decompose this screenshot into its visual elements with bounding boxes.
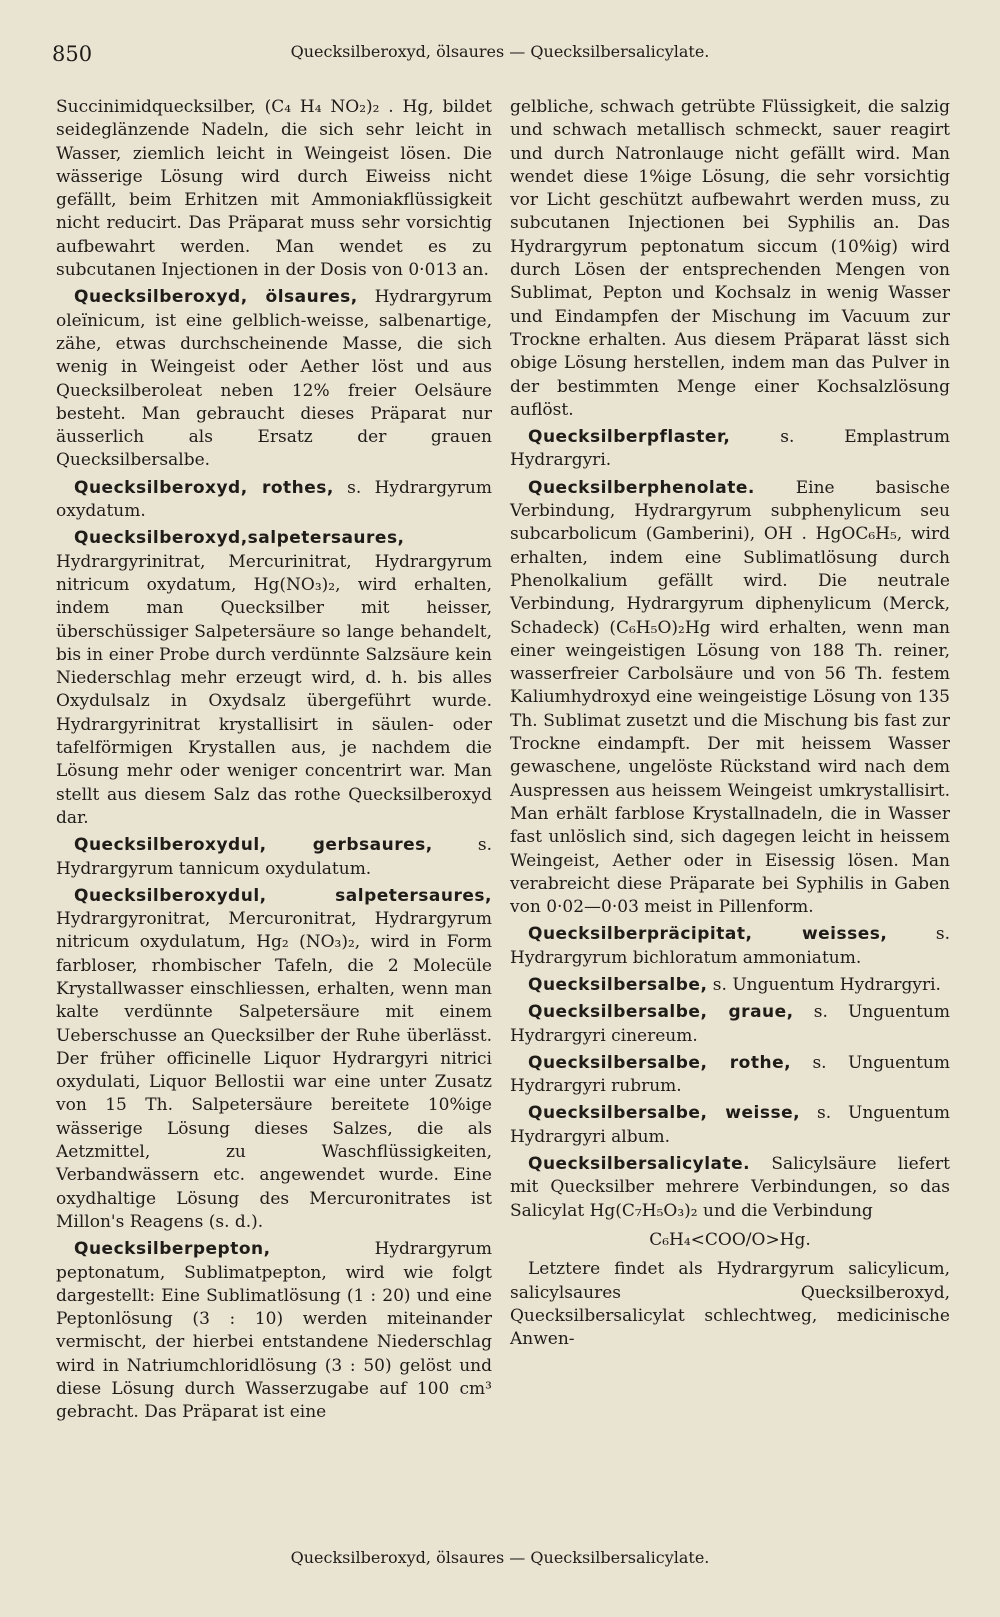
entry-headword: Quecksilberphenolate. [528, 477, 755, 498]
entry-headword: Quecksilbersalicylate. [528, 1154, 751, 1175]
right-column [510, 96, 950, 1355]
dictionary-entry [510, 426, 950, 473]
entry-headword: Quecksilberoxydul, salpetersaures, [74, 885, 492, 906]
dictionary-entry [510, 974, 950, 997]
entry-headword: Quecksilberpflaster, [528, 427, 731, 448]
entry-headword: Quecksilberpräcipitat, weisses, [528, 924, 888, 945]
entry-text: s. Unguentum Hydrargyri album. [510, 1103, 951, 1147]
entry-text: s. Unguentum Hydrargyri. [707, 974, 941, 995]
dictionary-entry [56, 477, 492, 524]
paragraph: Succinimidquecksilber, (C₄ H₄ NO₂)₂ . Hg, bildet seideglänzende Nadeln, die sich sehr leicht in Wasser, ziemlich leicht in Weingeist lösen. Die wässerige Lösung wird durch Eiweiss nicht gefällt, beim Erhitzen mit Ammoniakflüssigkeit nicht reducirt. Das Präparat muss sehr vorsichtig aufbewahrt werden. Man wendet es zu subcutanen Injectionen in der Dosis von 0·013 an. [56, 97, 492, 281]
dictionary-entry [510, 477, 950, 920]
dictionary-entry [56, 834, 492, 881]
entry-headword: Quecksilberpepton, [74, 1239, 271, 1260]
dictionary-entry [510, 1102, 950, 1149]
dictionary-entry [56, 527, 492, 830]
entry-headword: Quecksilberoxyd, ölsaures, [74, 287, 358, 308]
entry-text: Hydrargyronitrat, Mercuronitrat, Hydrargyrum nitricum oxydulatum, Hg₂ (NO₃)₂, wird in Form farbloser, rhombischer Tafeln, die 2 Molecüle Krystallwasser einschliessen, erhalten, wenn man kalte verdünnte Salpetersäure mit einem Ueberschusse an Quecksilber der Ruhe überlässt. Der früher officinelle Liquor Hydrargyri nitrici oxydulati, Liquor Bellostii war eine unter Zusatz von 15 Th. Salpetersäure bereitete 10%ige wässerige Lösung dieses Salzes, die als Aetzmittel, zu Waschflüssigkeiten, Verbandwässern etc. angewendet wurde. Eine oxydhaltige Lösung des Mercuronitrates ist Millon's Reagens (s. d.). [56, 909, 492, 1232]
entry-headword: Quecksilberoxydul, gerbsaures, [74, 835, 433, 856]
running-head: Quecksilberoxyd, ölsaures — Quecksilbersalicylate. [290, 42, 710, 61]
entry-headword: Quecksilbersalbe, [528, 974, 708, 995]
entry-text: s. Hydrargyrum bichloratum ammoniatum. [510, 924, 950, 968]
entry-text: s. Unguentum Hydrargyri rubrum. [510, 1052, 950, 1097]
entry-text: Hydrargyrum peptonatum, Sublimatpepton, wird wie folgt dargestellt: Eine Sublimatlösung (1 : 20) und eine Peptonlösung (3 : 10) werden miteinander vermischt, der hierbei entstandene Niederschlag wird in Natriumchloridlösung (3 : 50) gelöst und diese Lösung durch Wasserzugabe auf 100 cm³ gebracht. Das Präparat ist eine [56, 1239, 492, 1423]
entry-headword: Quecksilbersalbe, weisse, [528, 1103, 801, 1124]
entry-text: Eine basische Verbindung, Hydrargyrum subphenylicum seu subcarbolicum (Gamberini), OH . HgOC₆H₅, wird erhalten, indem eine Sublimatlösung durch Phenolkalium gefällt wird. Die neutrale Verbindung, Hydrargyrum diphenylicum (Merck, Schadeck) (C₆H₅O)₂Hg wird erhalten, wenn man einer weingeistigen Lösung von 188 Th. reiner, wasserfreier Carbolsäure und von 56 Th. festem Kaliumhydroxyd eine weingeistige Lösung von 135 Th. Sublimat zusetzt und die Mischung bis fast zur Trockne eindampft. Der mit heissem Wasser gewaschene, ungelöste Rückstand wird nach dem Auspressen aus heissem Weingeist umkrystallisirt. Man erhält farblose Krystallnadeln, die in Wasser fast unlöslich sind, sich dagegen leicht in heissem Weingeist, Aether oder in Eisessig lösen. Man verabreicht diese Präparate bei Syphilis in Gaben von 0·02—0·03 meist in Pillenform. [510, 477, 950, 918]
entry-text: s. Hydrargyrum tannicum oxydulatum. [56, 835, 492, 879]
paragraph: gelbliche, schwach getrübte Flüssigkeit, die salzig und schwach metallisch schmeckt, sauer reagirt und durch Natronlauge nicht gefällt wird. Man wendet diese 1%ige Lösung, die sehr vorsichtig vor Licht geschützt aufbewahrt werden muss, zu subcutanen Injectionen bei Syphilis an. Das Hydrargyrum peptonatum siccum (10%ig) wird durch Lösen der entsprechenden Mengen von Sublimat, Pepton und Kochsalz in wenig Wasser und Eindampfen der Mischung im Vacuum zur Trockne erhalten. Aus diesem Präparat lässt sich obige Lösung herstellen, indem man das Pulver in der bestimmten Menge einer Kochsalzlösung auflöst. [510, 97, 950, 420]
footer-running-head: Quecksilberoxyd, ölsaures — Quecksilbersalicylate. [290, 1548, 710, 1567]
dictionary-entry [510, 923, 950, 970]
entry-headword: Quecksilberoxyd, rothes, [74, 477, 334, 498]
entry-headword: Quecksilberoxyd,salpetersaures, [74, 528, 405, 549]
dictionary-entry [56, 885, 492, 1234]
paragraph: Letztere findet als Hydrargyrum salicylicum, salicylsaures Quecksilberoxyd, Quecksilbersalicylat schlechtweg, medicinische Anwen- [510, 1259, 950, 1350]
dictionary-entry [510, 1001, 950, 1048]
entry-text: s. Emplastrum Hydrargyri. [510, 427, 950, 471]
entry-text: s. Hydrargyrum oxydatum. [56, 477, 492, 522]
page-number: 850 [52, 42, 93, 66]
dictionary-entry [56, 1238, 492, 1424]
entry-text: Hydrargyrinitrat, Mercurinitrat, Hydrargyrum nitricum oxydatum, Hg(NO₃)₂, wird erhalten, indem man Quecksilber mit heisser, überschüssiger Salpetersäure so lange behandelt, bis in einer Probe durch verdünnte Salzsäure kein Niederschlag mehr erzeugt wird, d. h. bis alles Oxydulsalz in Oxydsalz übergeführt wurde. Hydrargyrinitrat krystallisirt in säulen- oder tafelförmigen Krystallen aus, je nachdem die Lösung mehr oder weniger concentrirt war. Man stellt aus diesem Salz das rothe Quecksilberoxyd dar. [56, 551, 492, 828]
left-column [56, 96, 492, 1429]
entry-text: Hydrargyrum oleïnicum, ist eine gelblich-weisse, salbenartige, zähe, etwas durchscheinende Masse, die sich wenig in Weingeist oder Aether löst und aus Quecksilberoleat neben 12% freier Oelsäure besteht. Man gebraucht dieses Präparat nur äusserlich als Ersatz der grauen Quecksilbersalbe. [56, 287, 492, 471]
entry-headword: Quecksilbersalbe, rothe, [528, 1052, 792, 1073]
chemical-formula: C₆H₄<COO/O>Hg. [649, 1229, 811, 1250]
dictionary-entry [56, 286, 492, 472]
dictionary-entry [510, 1052, 950, 1099]
entry-headword: Quecksilbersalbe, graue, [528, 1002, 794, 1023]
dictionary-entry [510, 1153, 950, 1223]
entry-text: s. Unguentum Hydrargyri cinereum. [510, 1002, 950, 1046]
entry-text: Salicylsäure liefert mit Quecksilber mehrere Verbindungen, so das Salicylat Hg(C₇H₅O₃)₂ und die Verbindung [510, 1154, 950, 1221]
